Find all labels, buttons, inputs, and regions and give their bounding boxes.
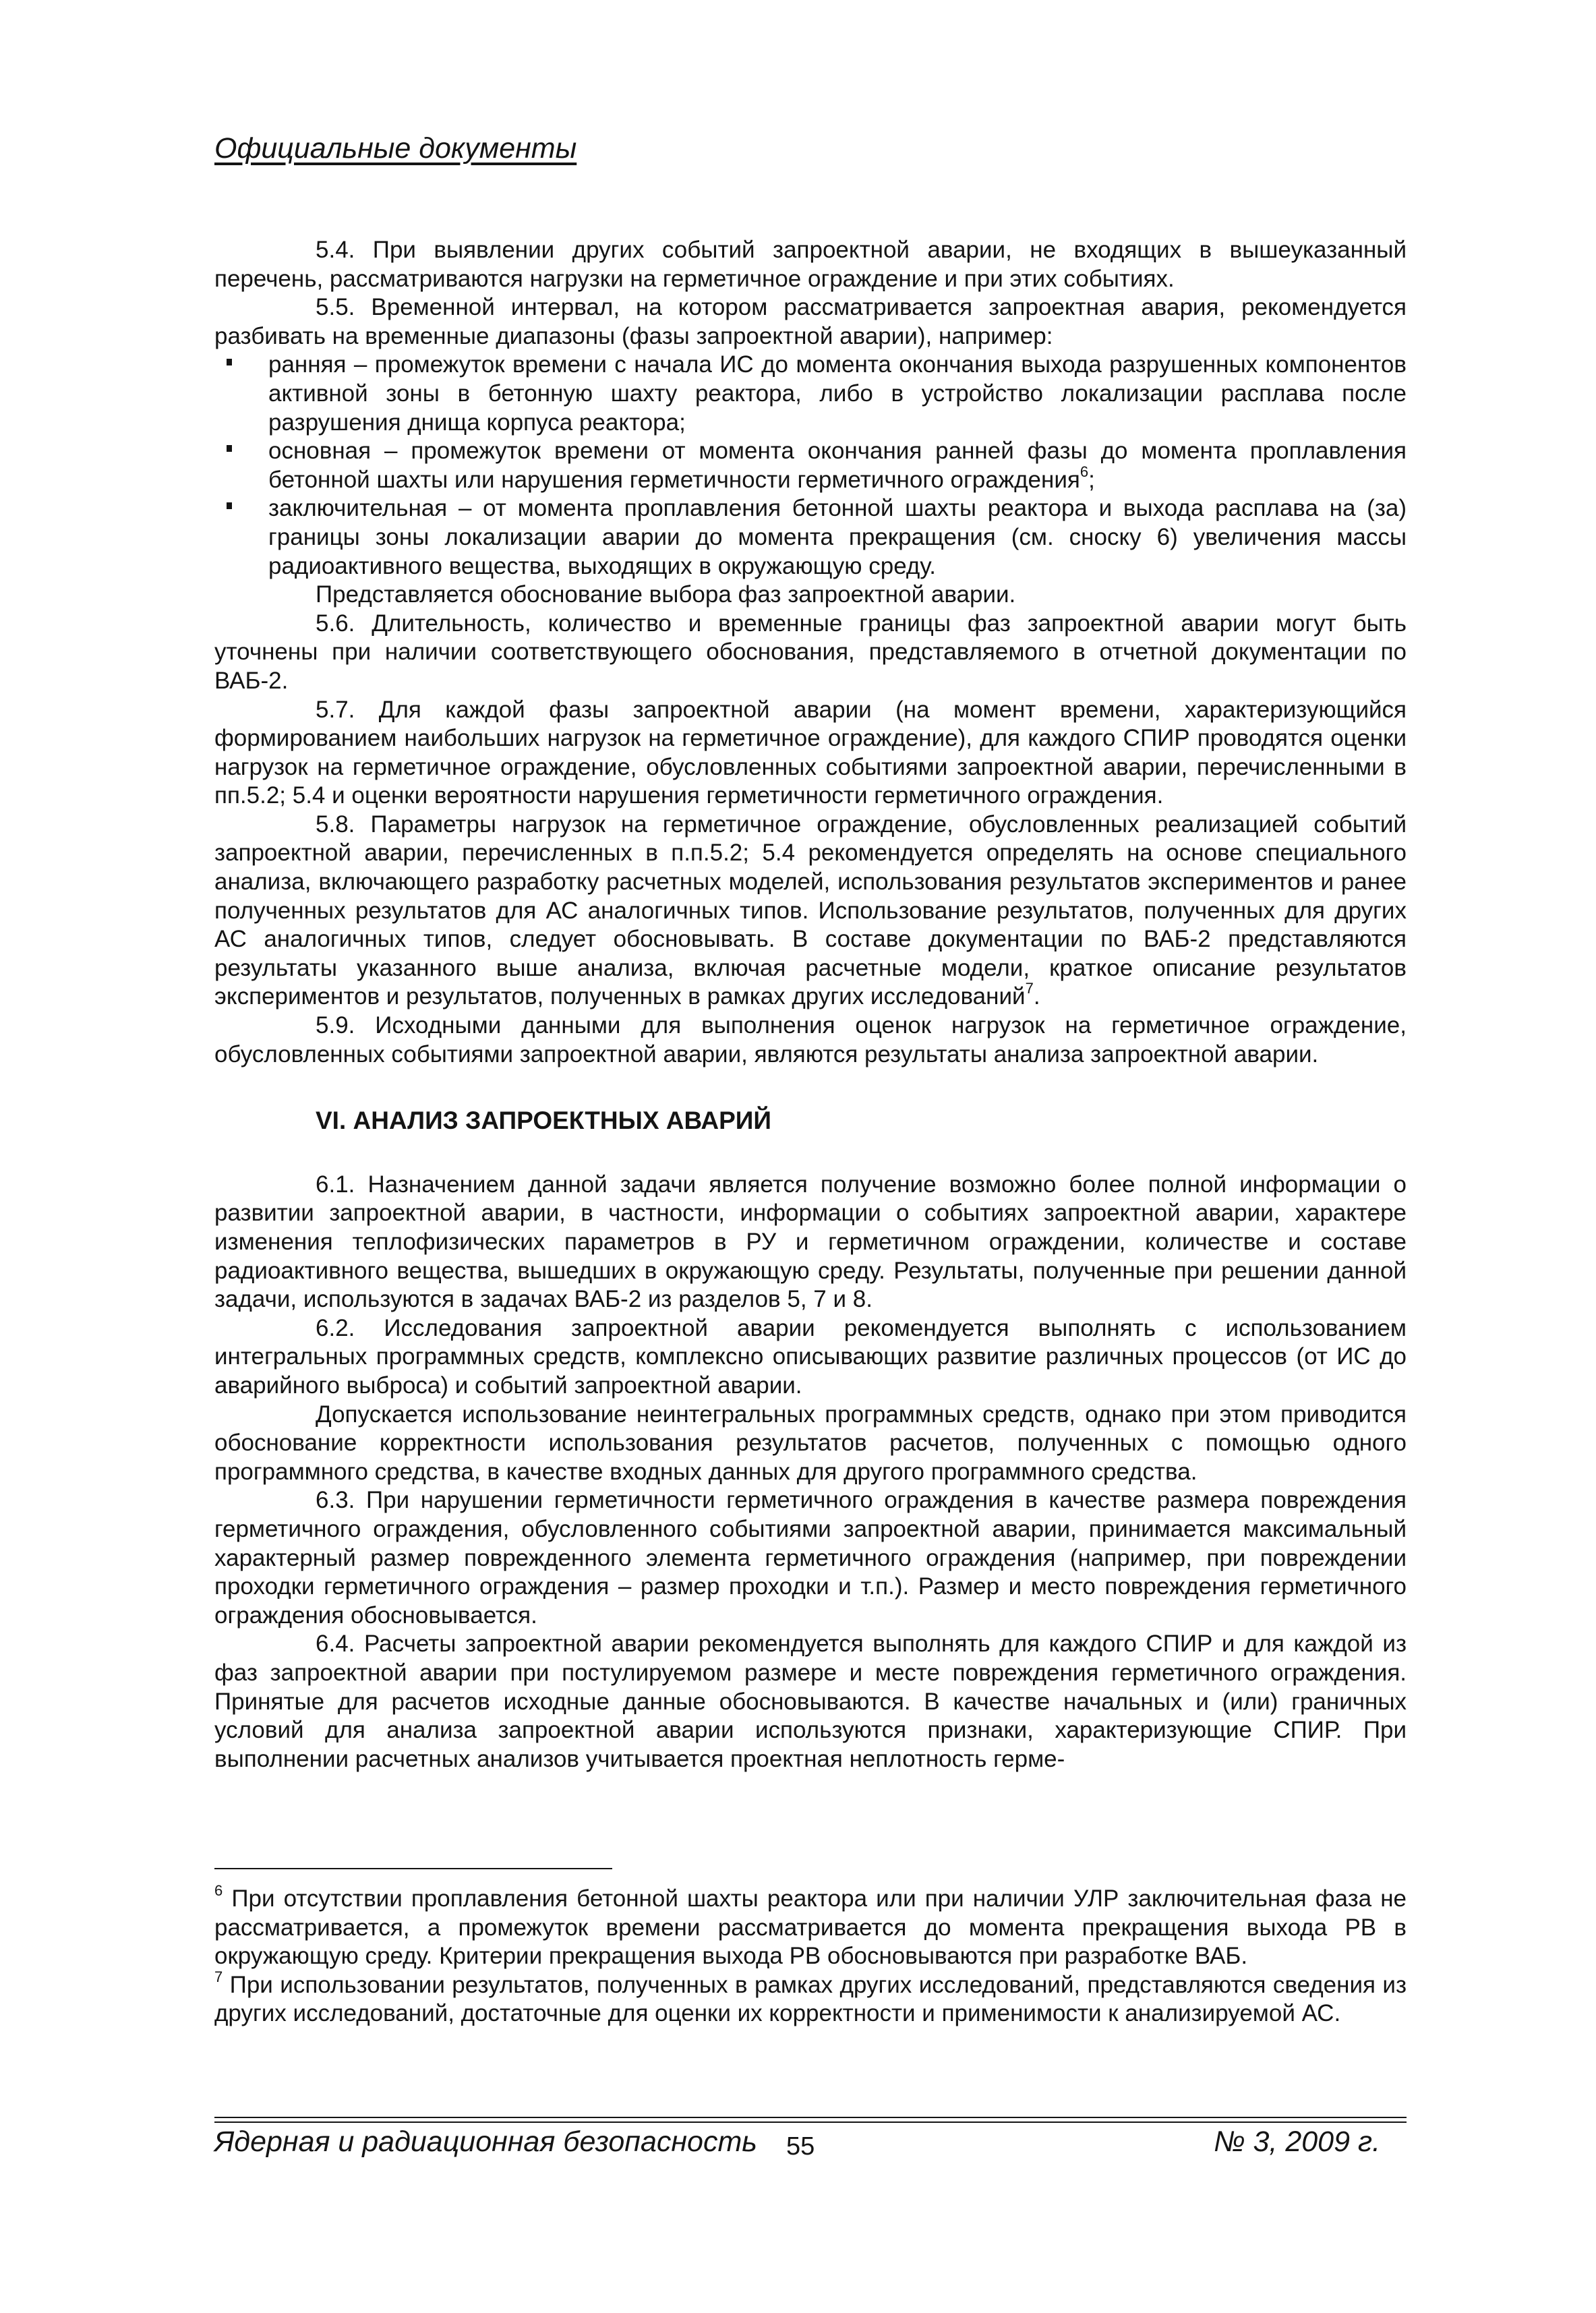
running-title: Официальные документы <box>214 132 577 165</box>
paragraph-5-5-note: Представляется обоснование выбора фаз запроектной аварии. <box>316 581 1016 608</box>
list-item-early-phase <box>214 351 1407 437</box>
paragraph-5-5: 5.5. Временной интервал, на котором рассматривается запроектная авария, рекомендуется разбивать на временные диапазоны (фазы запроектной аварии), например: <box>214 294 1407 349</box>
paragraph-5-6: 5.6. Длительность, количество и временные границы фаз запроектной аварии могут быть уточнены при наличии соответствующего обоснования, представляемого в отчетной документации по ВАБ-2. <box>214 610 1407 694</box>
issue-number: № 3, 2009 г. <box>1214 2126 1381 2158</box>
paragraph-6-2: 6.2. Исследования запроектной аварии рекомендуется выполнять с использованием интегральных программных средств, комплексно описывающих развитие различных процессов (от ИС до аварийного выброса) и событий запроектной аварии. <box>214 1314 1407 1399</box>
list-item-final-phase <box>214 494 1407 581</box>
body-text <box>214 236 1407 1774</box>
footnote-mark: 6 <box>214 1882 223 1899</box>
footnote-reference: 6 <box>1080 463 1089 480</box>
list-item-main-phase <box>214 437 1407 494</box>
paragraph-6-2-b: Допускается использование неинтегральных программных средств, однако при этом приводится обоснование корректности использования результатов расчетов, полученных с помощью одного программного средства, в качестве входных данных для другого программного средства. <box>214 1401 1407 1485</box>
footnote-6 <box>214 1882 1407 1971</box>
footer-rule <box>214 2117 1407 2118</box>
list-item-end: ; <box>1088 466 1095 493</box>
page-number: 55 <box>786 2132 815 2161</box>
footnote-mark: 7 <box>214 1968 223 1985</box>
paragraph-6-1: 6.1. Назначением данной задачи является получение возможно более полной информации о развитии запроектной аварии, в частности, информации о событиях запроектной аварии, характере изменения теплофизических параметров в РУ и герметичном ограждении, количестве и составе радиоактивного вещества, вышедших в окружающую среду. Результаты, полученные при решении данной задачи, используются в задачах ВАБ-2 из разделов 5, 7 и 8. <box>214 1171 1407 1313</box>
paragraph-6-3: 6.3. При нарушении герметичности герметичного ограждения в качестве размера повреждения герметичного ограждения, обусловленного событиями запроектной аварии, принимается максимальный характерный размер поврежденного элемента герметичного ограждения (например, при повреждении проходки герметичного ограждения – размер проходки и т.п.). Размер и место повреждения герметичного ограждения обосновывается. <box>214 1487 1407 1629</box>
paragraph-6-4: 6.4. Расчеты запроектной аварии рекомендуется выполнять для каждого СПИР и для каждой из фаз запроектной аварии при постулируемом размере и месте повреждения герметичного ограждения. Принятые для расчетов исходные данные обосновываются. В качестве начальных и (или) граничных условий для анализа запроектной аварии используются признаки, характеризующие СПИР. При выполнении расчетных анализов учитывается проектная неплотность герме- <box>214 1631 1407 1772</box>
footnote-7 <box>214 1968 1407 2028</box>
footnote-divider <box>214 1868 612 1869</box>
paragraph-5-9: 5.9. Исходными данными для выполнения оценок нагрузок на герметичное ограждение, обусловленных событиями запроектной аварии, являются результаты анализа запроектной аварии. <box>214 1012 1407 1067</box>
footnote-text: При отсутствии проплавления бетонной шахты реактора или при наличии УЛР заключительная фаза не рассматривается, а промежуток времени рассматривается до момента прекращения выхода РВ в окружающую среду. Критерии прекращения выхода РВ обосновываются при разработке ВАБ. <box>214 1885 1407 1970</box>
journal-name: Ядерная и радиационная безопасность <box>214 2126 757 2158</box>
paragraph-5-7: 5.7. Для каждой фазы запроектной аварии (на момент времени, характеризующийся формированием наибольших нагрузок на герметичное ограждение), для каждого СПИР проводятся оценки нагрузок на герметичное ограждение, обусловленных событиями запроектной аварии, перечисленными в пп.5.2; 5.4 и оценки вероятности нарушения герметичности герметичного ограждения. <box>214 696 1407 809</box>
footnotes <box>214 1882 1407 2028</box>
phase-list <box>214 351 1407 581</box>
footer-rule <box>214 2121 1407 2123</box>
footnote-reference: 7 <box>1025 980 1034 997</box>
paragraph-5-8 <box>214 811 1407 1012</box>
section-title: VI. АНАЛИЗ ЗАПРОЕКТНЫХ АВАРИЙ <box>316 1107 771 1135</box>
paragraph-5-4: 5.4. При выявлении других событий запроектной аварии, не входящих в вышеуказанный перечень, рассматриваются нагрузки на герметичное ограждение и при этих событиях. <box>214 237 1407 292</box>
list-item-text: заключительная – от момента проплавления бетонной шахты реактора и выхода расплава на (за) границы зоны локализации аварии до момента прекращения (см. сноску 6) увеличения массы радиоактивного вещества, выходящих в окружающую среду. <box>268 495 1407 579</box>
paragraph-text: 5.8. Параметры нагрузок на герметичное ограждение, обусловленных реализацией событий запроектной аварии, перечисленных в п.п.5.2; 5.4 рекомендуется определять на основе специального анализа, включающего разработку расчетных моделей, использования результатов экспериментов и ранее полученных результатов для АС аналогичных типов. Использование результатов, полученных для других АС аналогичных типов, следует обосновывать. В составе документации по ВАБ-2 представляются результаты указанного выше анализа, включая расчетные модели, краткое описание результатов экспериментов и результатов, полученных в рамках других исследований <box>214 811 1407 1010</box>
list-item-text: основная – промежуток времени от момента окончания ранней фазы до момента проплавления бетонной шахты или нарушения герметичности герметичного ограждения <box>268 438 1407 493</box>
list-item-text: ранняя – промежуток времени с начала ИС до момента окончания выхода разрушенных компонентов активной зоны в бетонную шахту реактора, либо в устройство локализации расплава после разрушения днища корпуса реактора; <box>268 351 1407 436</box>
paragraph-end: . <box>1033 983 1040 1010</box>
footnote-text: При использовании результатов, полученных в рамках других исследований, представляются сведения из других исследований, достаточные для оценки их корректности и применимости к анализируемой АС. <box>214 1971 1407 2027</box>
